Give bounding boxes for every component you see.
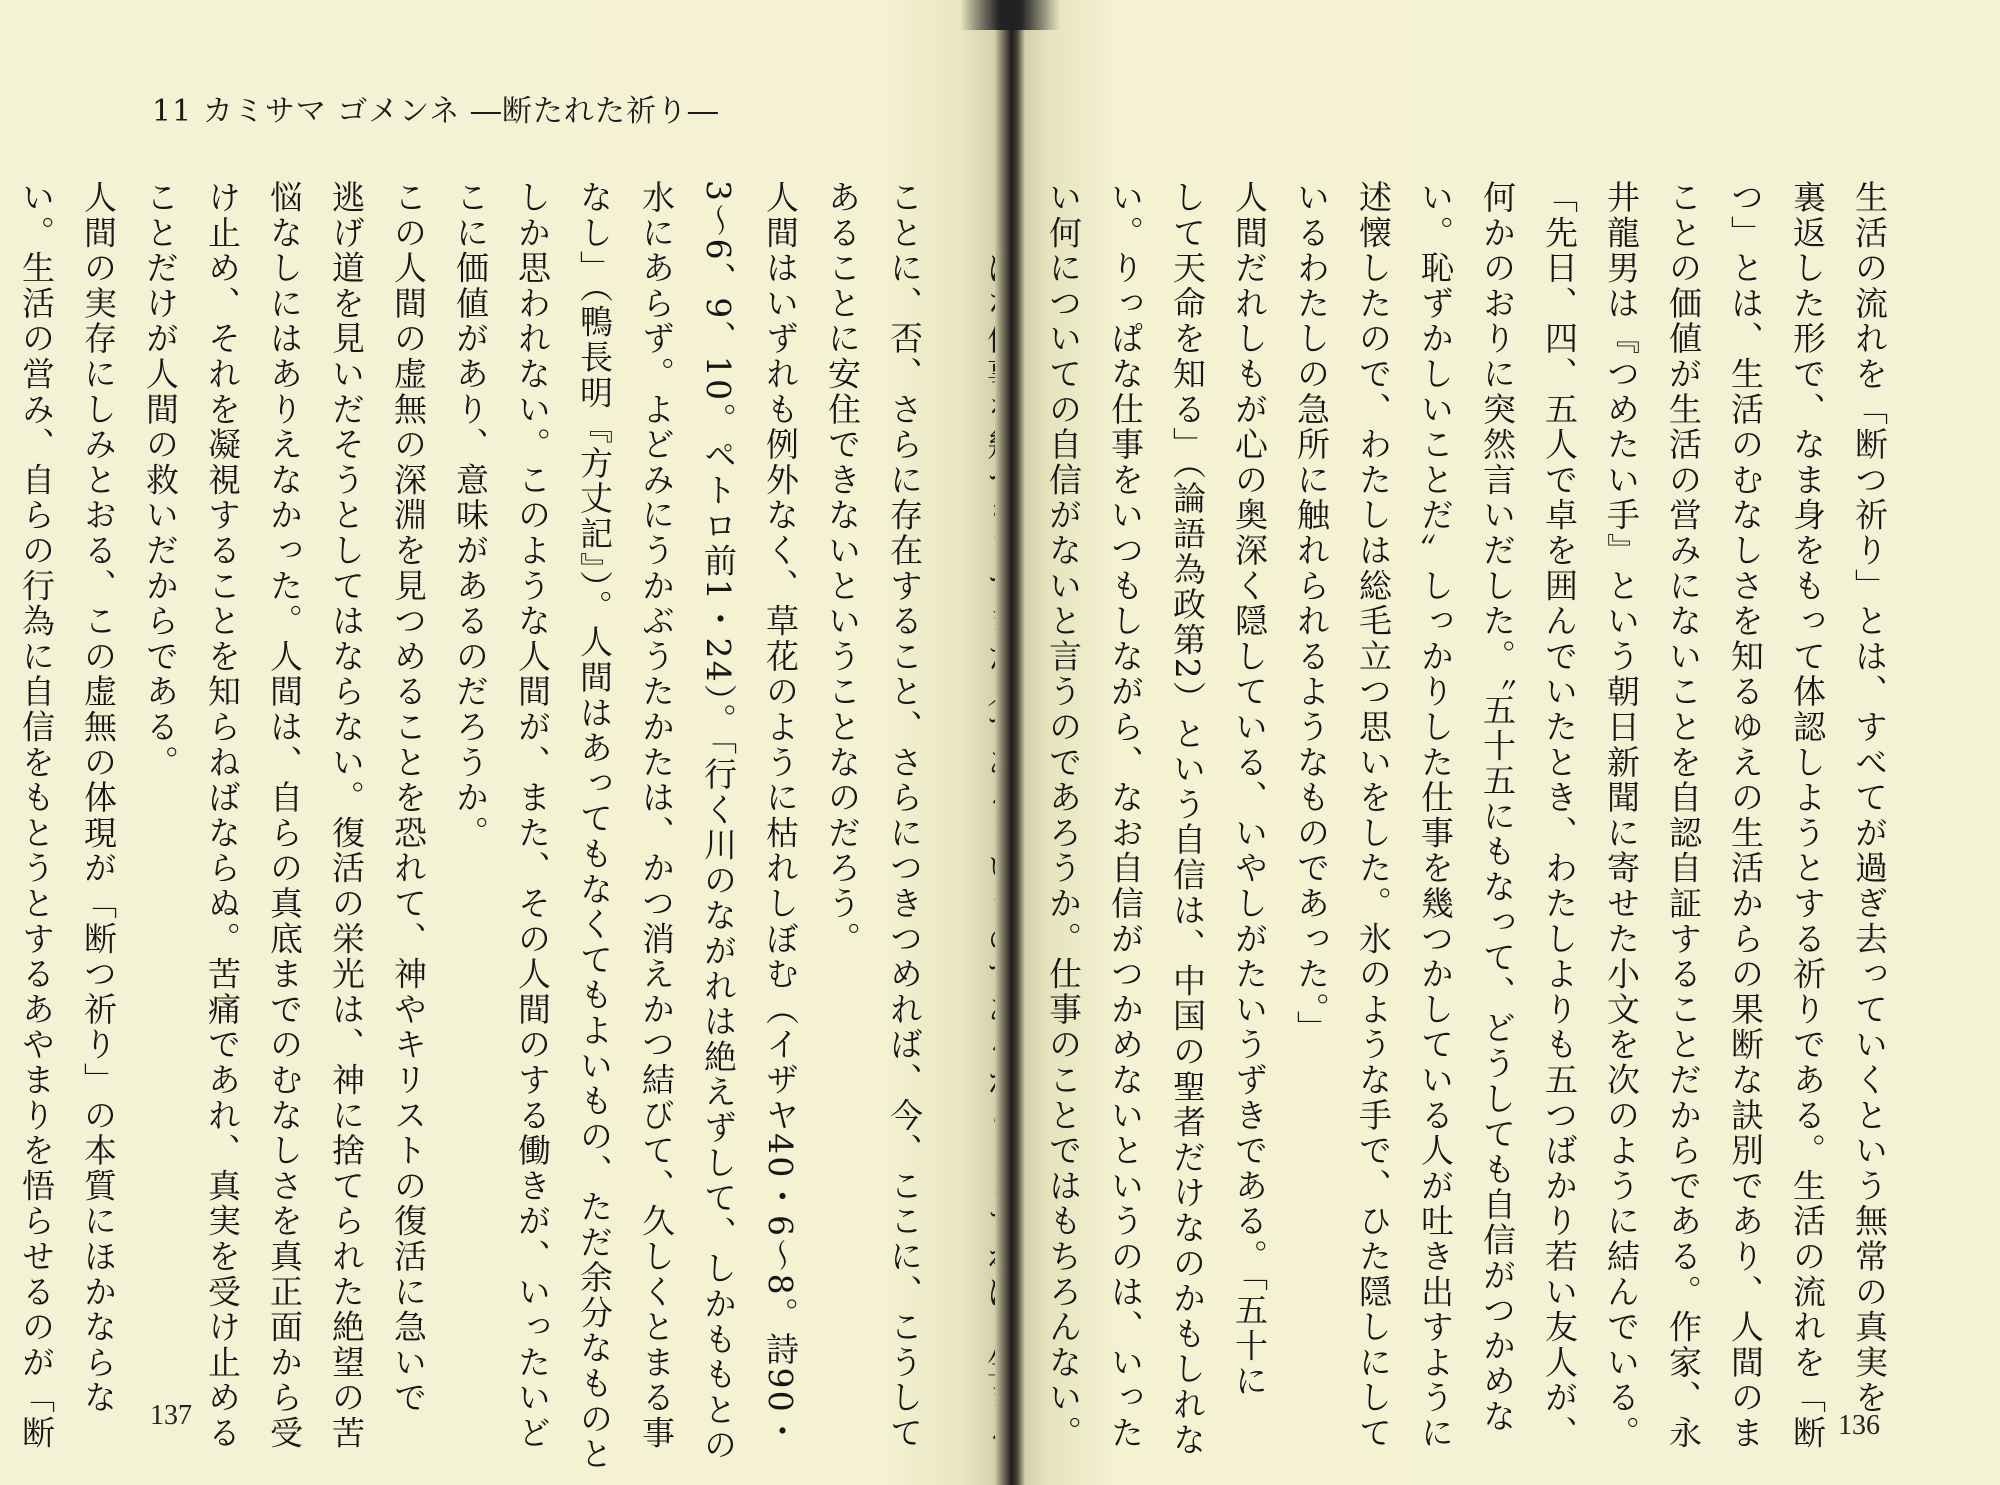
text-column: つ」とは、生活のむなしさを知るゆえの生活からの果断な訣別であり、人間のま xyxy=(1726,180,1765,1451)
text-column: いるわたしの急所に触れられるようなものであった。」 xyxy=(1292,180,1331,1046)
text-column: こに価値があり、意味があるのだろうか。 xyxy=(451,180,490,851)
text-column: い。生活の営み、自らの行為に自信をもとうとするあやまりを悟らせるのが「断 xyxy=(17,180,56,1451)
text-column: い。恥ずかしいことだ〟しっかりした仕事を幾つかしている人が吐き出すように xyxy=(1416,180,1455,1451)
text-column: 人間の実存にしみとおる、この虚無の体現が「断つ祈り」の本質にほかならな xyxy=(79,180,118,1416)
text-column: 述懐したので、わたしは総毛立つ思いをした。氷のような手で、ひた隠しにして xyxy=(1354,180,1393,1451)
text-column: 3〜6、9、10。ペトロ前1・24）。「行く川のながれは絶えずして、しかももとの xyxy=(699,180,738,1463)
text-column: い。りっぱな仕事をいつもしながら、なお自信がつかめないというのは、いった xyxy=(1106,180,1145,1451)
text-column: 逃げ道を見いだそうとしてはならない。復活の栄光は、神に捨てられた絶望の苦 xyxy=(327,180,366,1451)
text-column: して天命を知る」（論語為政第2）という自信は、中国の聖者だけなのかもしれな xyxy=(1168,180,1207,1458)
text-column: け止め、それを凝視することを知らねばならぬ。苦痛であれ、真実を受け止める xyxy=(203,180,242,1451)
text-column: 裏返した形で、なま身をもって体認しようとする祈りである。生活の流れを「断 xyxy=(1788,180,1827,1451)
text-column: ことの価値が生活の営みにないことを自認自証することだからである。作家、永 xyxy=(1664,180,1703,1451)
page-number-right: 136 xyxy=(1838,1410,1880,1441)
book-gutter xyxy=(995,0,1025,1485)
page-number-left: 137 xyxy=(150,1400,192,1431)
text-column: なし」（鴨長明『方丈記』）。人間はあってもなくてもよいもの、ただ余分なものと xyxy=(575,180,614,1472)
text-column: 人間はいずれも例外なく、草花のように枯れしぼむ（イザヤ40・6〜8。詩90・ xyxy=(761,180,800,1450)
text-column: しか思われない。このような人間が、また、その人間のする働きが、いったいど xyxy=(513,180,552,1451)
text-column: い何についての自信がないと言うのであろうか。仕事のことではもちろんない。 xyxy=(1044,180,1083,1451)
text-column: 悩なしにはありえなかった。人間は、自らの真底までのむなしさを真正面から受 xyxy=(265,180,304,1451)
text-column: あることに安住できないということなのだろう。 xyxy=(823,180,862,957)
spine-shadow xyxy=(960,0,1060,30)
text-column: 「先日、四、五人で卓を囲んでいたとき、わたしよりも五つばかり若い友人が、 xyxy=(1540,180,1579,1451)
text-column: ことに、否、さらに存在すること、さらにつきつめれば、今、ここに、こうして xyxy=(885,180,924,1451)
text-column: 人間だれしもが心の奥深く隠している、いやしがたいうずきである。「五十に xyxy=(1230,180,1269,1399)
text-column: ことだけが人間の救いだからである。 xyxy=(141,180,180,781)
text-column: この人間の虚無の深淵を見つめることを恐れて、神やキリストの復活に急いで xyxy=(389,180,428,1416)
text-column: 井龍男は『つめたい手』という朝日新聞に寄せた小文を次のように結んでいる。 xyxy=(1602,180,1641,1451)
running-head: 11 カミサマ ゴメンネ ―断たれた祈り― xyxy=(152,94,719,129)
text-column: 水にあらず。よどみにうかぶうたかたは、かつ消えかつ結びて、久しくとまる事 xyxy=(637,180,676,1451)
text-column: 生活の流れを「断つ祈り」とは、すべてが過ぎ去っていくという無常の真実を xyxy=(1850,180,1889,1416)
text-column: 何かのおりに突然言いだした。〝五十五にもなって、どうしても自信がつかめな xyxy=(1478,180,1517,1435)
